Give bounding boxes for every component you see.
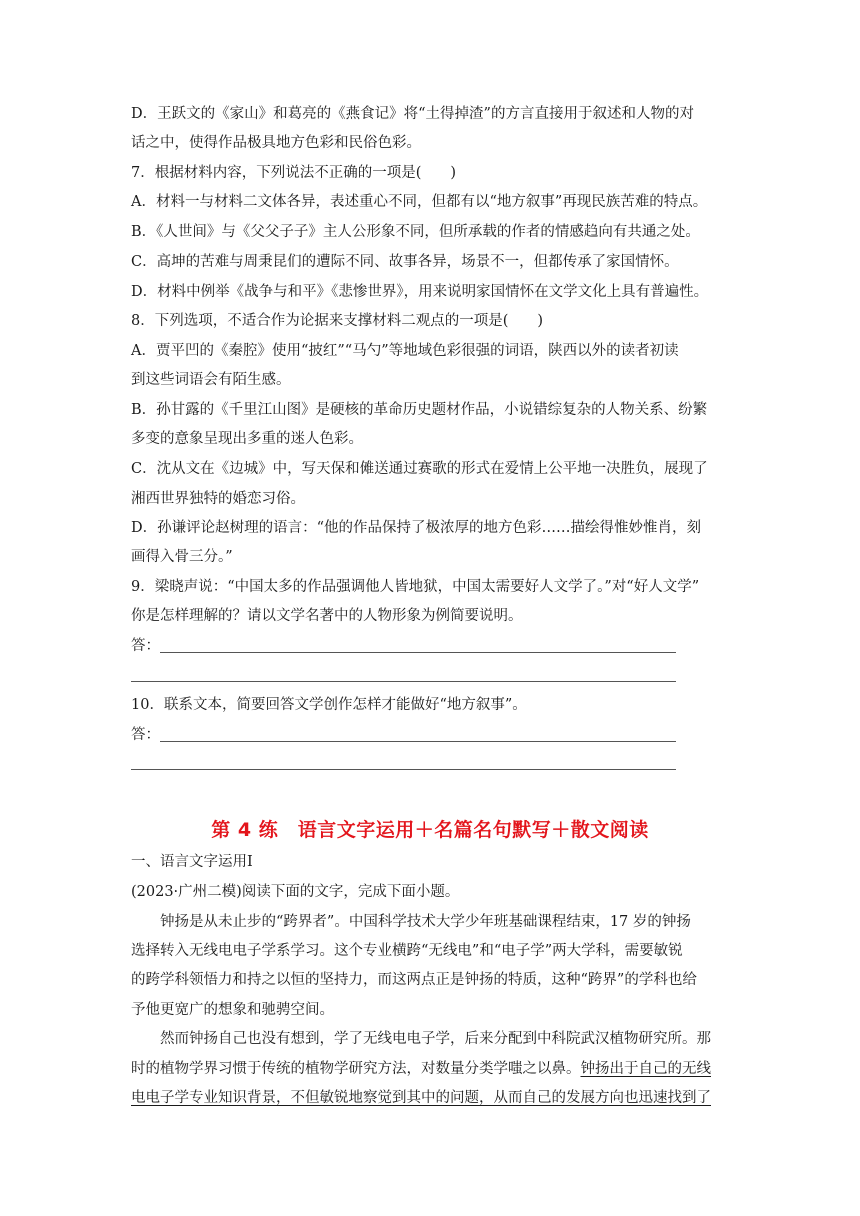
q8-option-b-line1: B．孙甘露的《千里江山图》是硬核的革命历史题材作品，小说错综复杂的人物关系、纷繁 [131, 402, 708, 418]
q8-option-c-line1: C．沈从文在《边城》中，写天保和傩送通过赛歌的形式在爱情上公平地一决胜负，展现了 [131, 461, 708, 477]
q8-option-d-line1: D．孙谦评论赵树理的语言：“他的作品保持了极浓厚的地方色彩……描绘得惟妙惟肖，刻 [131, 520, 702, 536]
section-title: 第 4 练 语言文字运用＋名篇名句默写＋散文阅读 [211, 819, 649, 841]
answer-line-10b[interactable] [131, 769, 676, 770]
q8-option-d-line2: 画得入骨三分。” [131, 549, 233, 565]
answer-line-9b[interactable] [131, 681, 676, 682]
passage-p1-line4: 予他更宽广的想象和驰骋空间。 [131, 1002, 334, 1018]
answer-label-9: 答： [131, 638, 160, 654]
passage-p2-line2-plain: 时的植物学界习惯于传统的植物学研究方法，对数量分类学嗤之以鼻。 [131, 1061, 581, 1077]
passage-p2-line1: 然而钟扬自己也没有想到，学了无线电电子学，后来分配到中科院武汉植物研究所。那 [160, 1031, 711, 1047]
question-9-line2: 你是怎样理解的？请以文学名著中的人物形象为例简要说明。 [131, 608, 523, 624]
q7-option-a: A．材料一与材料二文体各异，表述重心不同，但都有以“地方叙事”再现民族苦难的特点。 [131, 194, 708, 210]
q7-option-d: D．材料中例举《战争与和平》《悲惨世界》，用来说明家国情怀在文学文化上具有普遍性。 [131, 284, 709, 300]
q8-option-a-line2: 到这些词语会有陌生感。 [131, 372, 291, 388]
underlined-sentence-part1: 钟扬出于自己的无线 [580, 1061, 711, 1077]
question-7: 7．根据材料内容，下列说法不正确的一项是( ) [131, 165, 457, 181]
option-d-q6-line2: 话之中，使得作品极具地方色彩和民俗色彩。 [131, 135, 421, 151]
answer-line-10a[interactable] [160, 741, 676, 742]
answer-line-9a[interactable] [160, 652, 676, 653]
underlined-sentence-part2: 电电子学专业知识背景，不但敏锐地察觉到其中的问题，从而自己的发展方向也迅速找到了 [131, 1090, 711, 1106]
question-10: 10．联系文本，简要回答文学创作怎样才能做好“地方叙事”。 [131, 697, 527, 713]
passage-p1-line2: 选择转入无线电电子学系学习。这个专业横跨“无线电”和“电子学”两大学科，需要敏锐 [131, 943, 683, 959]
option-d-q6-line1: D．王跃文的《家山》和葛亮的《燕食记》将“土得掉渣”的方言直接用于叙述和人物的对 [131, 106, 694, 122]
q8-option-b-line2: 多变的意象呈现出多重的迷人色彩。 [131, 431, 363, 447]
question-8: 8．下列选项，不适合作为论据来支撑材料二观点的一项是( ) [131, 313, 544, 329]
passage-p1-line1: 钟扬是从未止步的“跨界者”。中国科学技术大学少年班基础课程结束，17 岁的钟扬 [160, 914, 691, 930]
q7-option-b: B．《人世间》与《父父子子》主人公形象不同，但所承载的作者的情感趋向有共通之处。 [131, 224, 700, 240]
subsection-heading: 一、语言文字运用Ⅰ [131, 854, 253, 870]
source-note: (2023·广州二模)阅读下面的文字，完成下面小题。 [131, 884, 460, 900]
passage-p1-line3: 的跨学科领悟力和持之以恒的坚持力，而这两点正是钟扬的特质，这种“跨界”的学科也给 [131, 972, 697, 988]
passage-p2-line2 [131, 1059, 711, 1079]
q7-option-c: C．高坤的苦难与周秉昆们的遭际不同、故事各异，场景不一，但都传承了家国情怀。 [131, 254, 679, 270]
question-9-line1: 9．梁晓声说：“中国太多的作品强调他人皆地狱，中国太需要好人文学了。”对“好人文学” [131, 579, 700, 595]
answer-label-10: 答： [131, 727, 160, 743]
q8-option-a-line1: A．贾平凹的《秦腔》使用“披红”“马勺”等地域色彩很强的词语，陕西以外的读者初读 [131, 343, 679, 359]
q8-option-c-line2: 湘西世界独特的婚恋习俗。 [131, 491, 305, 507]
